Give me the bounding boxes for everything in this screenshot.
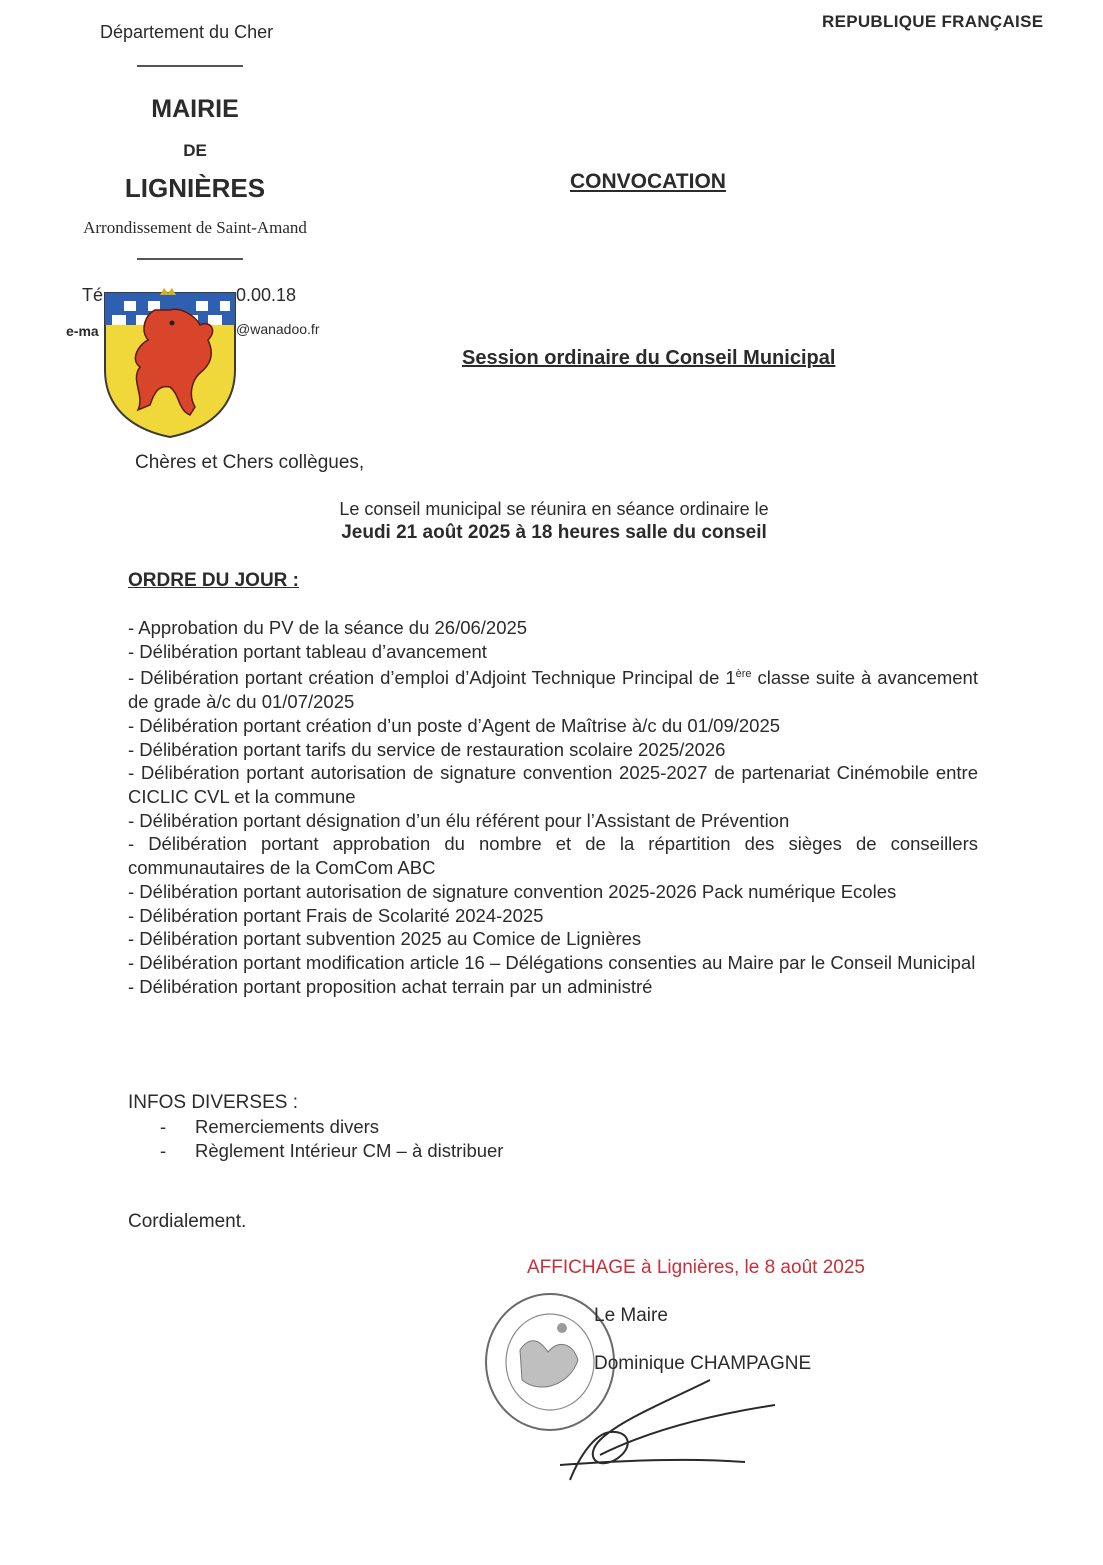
posting-notice: AFFICHAGE à Lignières, le 8 août 2025: [527, 1257, 865, 1278]
infos-title: INFOS DIVERSES :: [128, 1092, 298, 1113]
bullet-dash: -: [160, 1140, 167, 1161]
bullet-dash: -: [160, 1116, 167, 1137]
agenda-item: - Délibération portant tableau d’avancement: [128, 640, 487, 662]
de-label: DE: [183, 141, 207, 160]
intro-line: Le conseil municipal se réunira en séance ordinaire le: [339, 499, 769, 519]
agenda-item: - Approbation du PV de la séance du 26/06/2025: [128, 617, 528, 638]
signatory-name: Dominique CHAMPAGNE: [594, 1353, 812, 1374]
agenda-item: - Délibération portant subvention 2025 au Comice de Lignières: [128, 928, 642, 950]
agenda-item: - Délibération portant Frais de Scolarité 2024-2025: [128, 904, 544, 926]
agenda-title: ORDRE DU JOUR :: [128, 570, 300, 591]
agenda-item: - Délibération portant proposition achat terrain par un administré: [128, 975, 653, 997]
email-suffix: @wanadoo.fr: [236, 321, 320, 337]
agenda-item: - Délibération portant approbation du nombre et de la répartition des sièges de conseillers communautaires de la ComCom ABC: [128, 833, 978, 879]
session-subtitle: Session ordinaire du Conseil Municipal: [462, 347, 836, 369]
infos-item-text: Règlement Intérieur CM – à distribuer: [195, 1140, 504, 1161]
arrondissement-label: Arrondissement de Saint-Amand: [83, 218, 307, 237]
meeting-date: Jeudi 21 août 2025 à 18 heures salle du conseil: [341, 522, 767, 543]
republic-label: REPUBLIQUE FRANÇAISE: [822, 12, 1044, 31]
closing: Cordialement.: [128, 1211, 247, 1232]
infos-list: [160, 1115, 503, 1163]
agenda-list: [128, 616, 978, 998]
agenda-item: - Délibération portant désignation d’un élu référent pour l’Assistant de Prévention: [128, 809, 790, 831]
page-title: CONVOCATION: [570, 170, 726, 193]
email-prefix: e-ma: [66, 323, 99, 339]
divider: [137, 65, 243, 67]
agenda-item: - Délibération portant création d’un poste d’Agent de Maîtrise à/c du 01/09/2025: [128, 714, 781, 736]
mairie-heading: MAIRIE: [151, 95, 239, 123]
phone-prefix: Té: [82, 285, 104, 305]
agenda-item: - Délibération portant modification article 16 – Délégations consenties au Maire par le Conseil Municipal: [128, 952, 976, 973]
agenda-item: - Délibération portant création d’emploi d’Adjoint Technique Principal de 1ère classe suite à avancement de grade à/c du 01/07/2025: [128, 667, 978, 713]
agenda-item: - Délibération portant tarifs du service de restauration scolaire 2025/2026: [128, 738, 726, 760]
town-name: LIGNIÈRES: [124, 173, 266, 203]
handwritten-signature-icon: [540, 1360, 800, 1490]
agenda-item: - Délibération portant autorisation de signature convention 2025-2027 de partenariat Cinémobile entre CICLIC CVL et la commune: [128, 762, 978, 808]
phone-suffix: 0.00.18: [236, 285, 297, 305]
infos-item: [160, 1115, 503, 1139]
infos-item: [160, 1139, 503, 1163]
divider: [137, 258, 243, 260]
signatory-title: Le Maire: [594, 1305, 668, 1326]
infos-item-text: Remerciements divers: [195, 1116, 380, 1137]
agenda-item: - Délibération portant autorisation de signature convention 2025-2026 Pack numérique Ecoles: [128, 880, 897, 902]
coat-of-arms-lion-icon: [100, 285, 240, 440]
greeting: Chères et Chers collègues,: [135, 452, 365, 473]
department-label: Département du Cher: [100, 22, 274, 42]
